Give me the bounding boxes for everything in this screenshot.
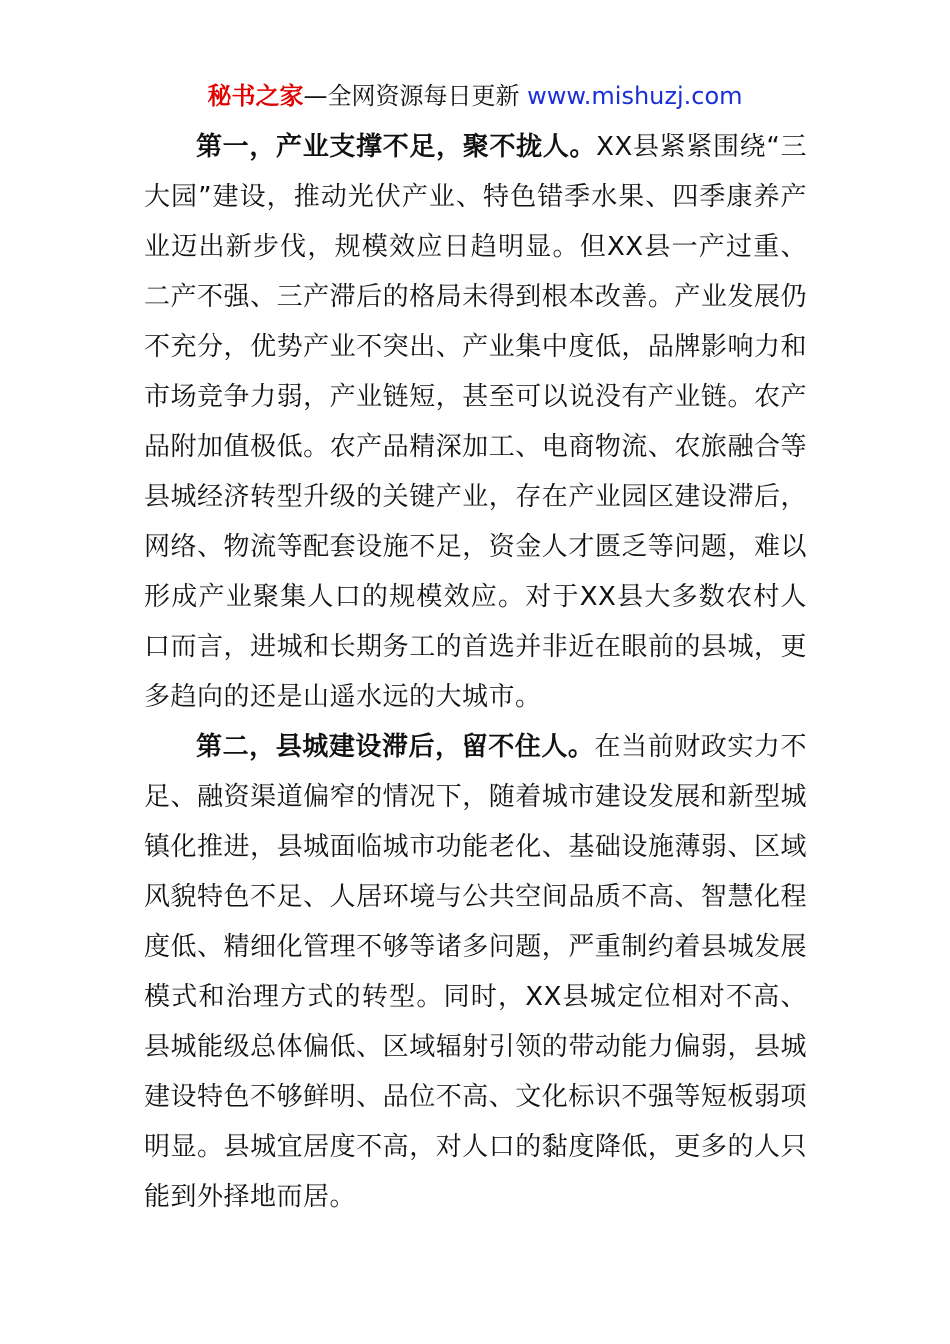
document-body <box>144 122 807 1222</box>
paragraph-2 <box>144 722 807 1222</box>
paragraph-1 <box>144 122 807 722</box>
header-tagline: —全网资源每日更新 <box>303 82 528 110</box>
site-header <box>0 80 950 112</box>
site-url-link[interactable]: www.mishuzj.com <box>527 82 743 110</box>
paragraph-2-text: 在当前财政实力不足、融资渠道偏窄的情况下，随着城市建设发展和新型城镇化推进，县城面临城市功能老化、基础设施薄弱、区域风貌特色不足、人居环境与公共空间品质不高、智慧化程度低、精细化管理不够等诸多问题，严重制约着县城发展模式和治理方式的转型。同时，XX县城定位相对不高、县城能级总体偏低、区域辐射引领的带动能力偏弱，县城建设特色不够鲜明、品位不高、文化标识不强等短板弱项明显。县城宜居度不高，对人口的黏度降低，更多的人只能到外择地而居。 <box>144 732 807 1212</box>
brand-name: 秘书之家 <box>207 82 304 110</box>
paragraph-1-heading: 第一，产业支撑不足，聚不拢人。 <box>196 132 597 162</box>
paragraph-2-heading: 第二，县城建设滞后，留不住人。 <box>196 732 595 762</box>
paragraph-1-text: XX县紧紧围绕“三大园”建设，推动光伏产业、特色错季水果、四季康养产业迈出新步伐，规模效应日趋明显。但XX县一产过重、二产不强、三产滞后的格局未得到根本改善。产业发展仍不充分，优势产业不突出、产业集中度低，品牌影响力和市场竞争力弱，产业链短，甚至可以说没有产业链。农产品附加值极低。农产品精深加工、电商物流、农旅融合等县城经济转型升级的关键产业，存在产业园区建设滞后，网络、物流等配套设施不足，资金人才匮乏等问题，难以形成产业聚集人口的规模效应。对于XX县大多数农村人口而言，进城和长期务工的首选并非近在眼前的县城，更多趋向的还是山遥水远的大城市。 <box>144 132 807 712</box>
